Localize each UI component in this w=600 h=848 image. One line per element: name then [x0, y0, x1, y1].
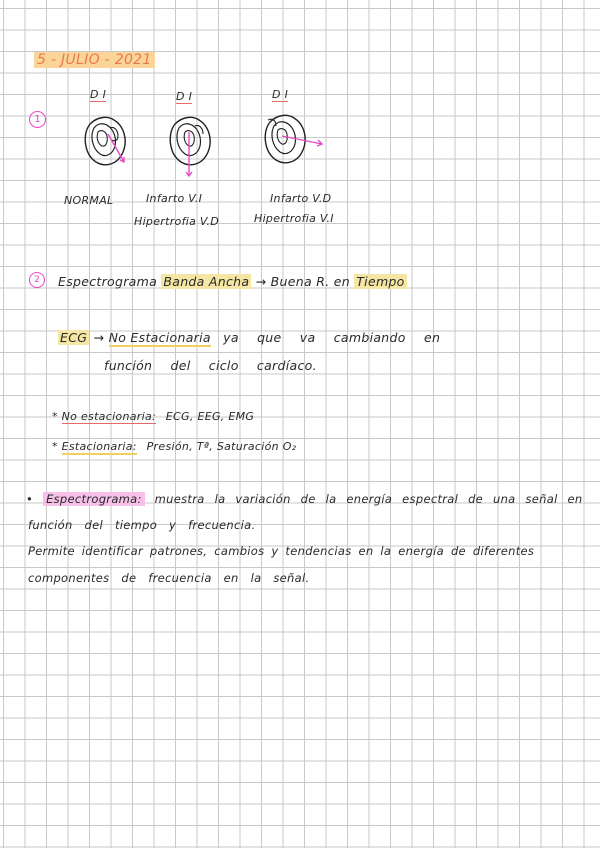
highlight-tiempo: Tiempo [356, 274, 405, 289]
highlight-ecg: ECG [60, 330, 88, 345]
ecg-line: ECG → No Estacionaria ya que va cambiando en [60, 330, 441, 345]
heart-3-caption: Infarto V.D [270, 192, 332, 205]
definition-line-2: función del tiempo y frecuencia. [28, 518, 256, 532]
heart-3-caption-2: Hipertrofia V.I [254, 212, 334, 225]
section-1-marker: 1 [29, 111, 46, 128]
heart-2-caption: Infarto V.I [146, 192, 203, 205]
highlight-espectrograma: Espectrograma: [43, 492, 145, 506]
ecg-line-2: función del ciclo cardíaco. [104, 358, 317, 373]
heart-2-lead: D I [176, 90, 193, 103]
bullet-no-estacionaria: * No estacionaria: ECG, EEG, EMG [52, 410, 255, 423]
definition-line-4: componentes de frecuencia en la señal. [28, 571, 310, 585]
heart-infarto-vd-diagram [260, 110, 330, 170]
heart-1-lead: D I [90, 88, 107, 101]
heart-1-caption: NORMAL [64, 194, 114, 207]
heart-2-caption-2: Hipertrofia V.D [134, 215, 220, 228]
heart-3-lead: D I [272, 88, 289, 101]
highlight-banda-ancha: Banda Ancha [163, 274, 250, 289]
section-2-marker: 2 [29, 272, 45, 288]
bullet-estacionaria: * Estacionaria: Presión, Tª, Saturación O₂ [52, 440, 297, 453]
definition-line-3: Permite identificar patrones, cambios y tendencias en la energía de diferentes [28, 544, 535, 558]
page-date: 5 - JULIO - 2021 [34, 52, 155, 68]
heart-normal-diagram [80, 112, 130, 172]
heart-infarto-vi-diagram [165, 112, 215, 182]
underline-no-estacionaria: No Estacionaria [108, 330, 211, 345]
spectrogram-line: Espectrograma Banda Ancha → Buena R. en Tiempo [58, 274, 405, 289]
definition-line-1: • Espectrograma: muestra la variación de la energía espectral de una señal en [26, 492, 583, 506]
